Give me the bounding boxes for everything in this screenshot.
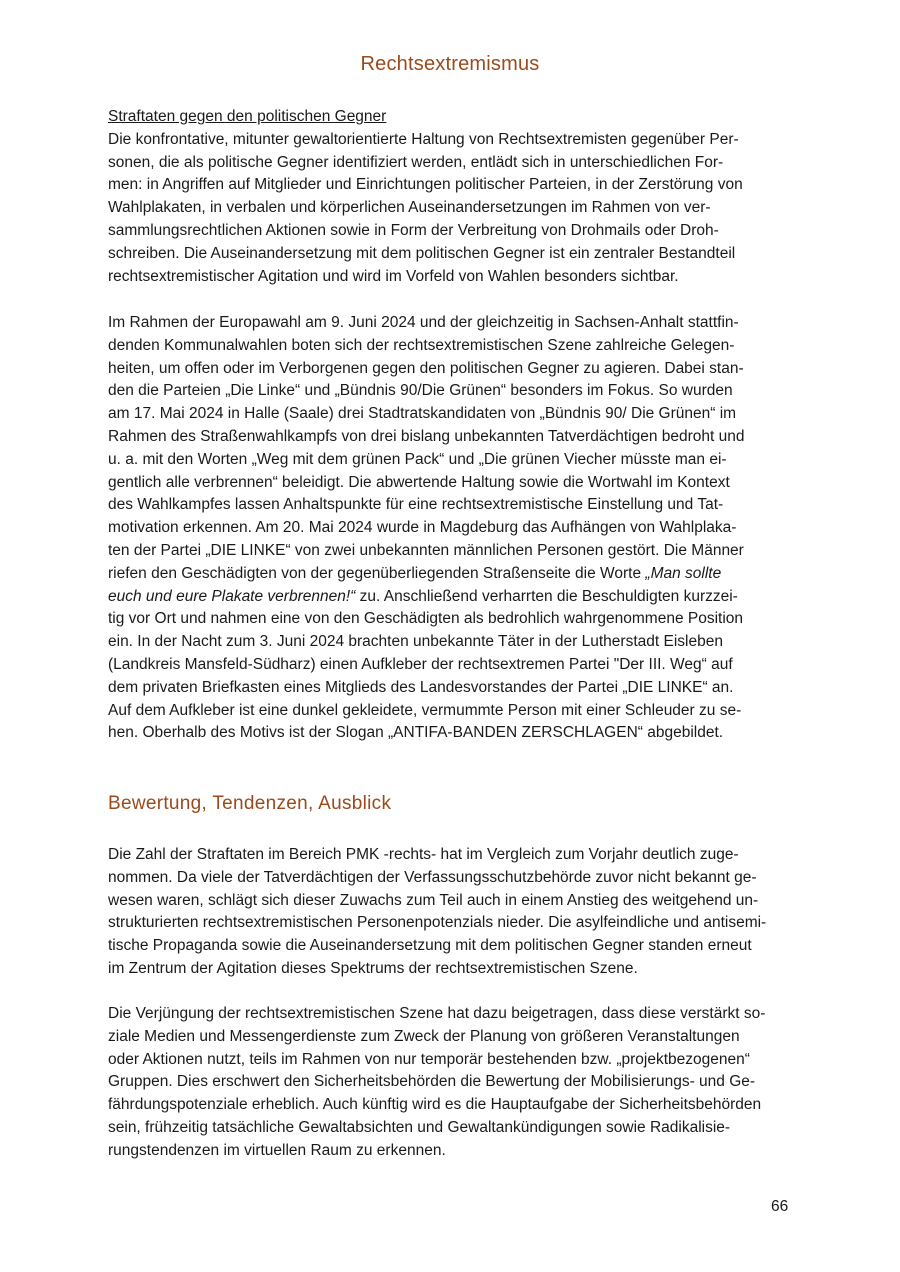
text-line: denden Kommunalwahlen boten sich der rechtsextremistischen Szene zahlreiche Gelegen-	[108, 336, 735, 354]
text-line	[108, 586, 818, 609]
text-line: gentlich alle verbrennen“ beleidigt. Die abwertende Haltung sowie die Wortwahl im Kontext	[108, 473, 730, 491]
text-line: Wahlplakaten, in verbalen und körperlichen Auseinandersetzungen im Rahmen von ver-	[108, 199, 711, 217]
text-line: Die Verjüngung der rechtsextremistischen Szene hat dazu beigetragen, dass diese verstärkt so-	[108, 1005, 766, 1022]
text-line: wesen waren, schlägt sich dieser Zuwachs zum Teil auch in einem Anstieg des weitgehend un-	[108, 891, 759, 909]
text-line: ten der Partei „DIE LINKE“ von zwei unbekannten männlichen Personen gestört. Die Männer	[108, 541, 744, 559]
section2-paragraph2	[108, 1003, 818, 1163]
text-line: rechtsextremistischer Agitation und wird im Vorfeld von Wahlen besonders sichtbar.	[108, 267, 679, 285]
text-line: Die Zahl der Straftaten im Bereich PMK -rechts- hat im Vergleich zum Vorjahr deutlich zuge-	[108, 846, 739, 863]
quote-italic: euch und eure Plakate verbrennen!“	[108, 587, 356, 605]
section1-paragraph1	[108, 106, 818, 288]
text-line: den die Parteien „Die Linke“ und „Bündnis 90/Die Grünen“ besonders im Fokus. So wurden	[108, 382, 733, 400]
text-run: zu. Anschließend verharrten die Beschuldigten kurzzei-	[355, 587, 738, 605]
text-line: Die konfrontative, mitunter gewaltorientierte Haltung von Rechtsextremisten gegenüber Per-	[108, 130, 739, 148]
text-line: am 17. Mai 2024 in Halle (Saale) drei Stadtratskandidaten von „Bündnis 90/ Die Grünen“ im	[108, 405, 737, 423]
section2-paragraph1	[108, 844, 818, 981]
text-line: Rahmen des Straßenwahlkampfs von drei bislang unbekannten Tatverdächtigen bedroht und	[108, 427, 745, 445]
subheading: Straftaten gegen den politischen Gegner	[108, 108, 387, 125]
text-line: motivation erkennen. Am 20. Mai 2024 wurde in Magdeburg das Aufhängen von Wahlplaka-	[108, 519, 737, 537]
text-line: des Wahlkampfes lassen Anhaltspunkte für eine rechtsextremistische Einstellung und Tat-	[108, 496, 724, 514]
text-line: im Zentrum der Agitation dieses Spektrums der rechtsextremistischen Szene.	[108, 959, 638, 977]
text-line: ein. In der Nacht zum 3. Juni 2024 brachten unbekannte Täter in der Lutherstadt Eisleben	[108, 633, 723, 651]
chapter-title: Rechtsextremismus	[360, 53, 540, 75]
text-line: tig vor Ort und nahmen eine von den Geschädigten als bedrohlich wahrgenommene Position	[108, 610, 744, 628]
page-number: 66	[771, 1198, 789, 1215]
text-line: Gruppen. Dies erschwert den Sicherheitsbehörden die Bewertung der Mobilisierungs- und Ge-	[108, 1073, 756, 1091]
text-line: u. a. mit den Worten „Weg mit dem grünen Pack“ und „Die grünen Viecher müsste man ei-	[108, 450, 727, 468]
text-line: hen. Oberhalb des Motivs ist der Slogan „ANTIFA-BANDEN ZERSCHLAGEN“ abgebildet.	[108, 724, 724, 742]
section-heading: Bewertung, Tendenzen, Ausblick	[108, 793, 392, 814]
text-line: rungstendenzen im virtuellen Raum zu erkennen.	[108, 1141, 446, 1159]
quote-italic: „Man sollte	[645, 564, 722, 582]
text-line: strukturierten rechtsextremistischen Personenpotenzials nieder. Die asylfeindliche und antisemi-	[108, 914, 767, 932]
text-line: nommen. Da viele der Tatverdächtigen der Verfassungsschutzbehörde zuvor nicht bekannt ge-	[108, 868, 757, 886]
text-line: oder Aktionen nutzt, teils im Rahmen von nur temporär bestehenden bzw. „projektbezogenen“	[108, 1050, 750, 1068]
text-line	[108, 563, 818, 586]
text-line: sein, frühzeitig tatsächliche Gewaltabsichten und Gewaltankündigungen sowie Radikalisie-	[108, 1118, 731, 1136]
text-line: (Landkreis Mansfeld-Südharz) einen Aufkleber der rechtsextremen Partei "Der III. Weg“ auf	[108, 655, 733, 673]
text-line: sonen, die als politische Gegner identifiziert werden, entlädt sich in unterschiedlichen For-	[108, 153, 724, 171]
text-line: ziale Medien und Messengerdienste zum Zweck der Planung von größeren Veranstaltungen	[108, 1027, 740, 1045]
text-run: riefen den Geschädigten von der gegenüberliegenden Straßenseite die Worte	[108, 564, 646, 582]
section1-paragraph2	[108, 312, 818, 745]
text-line: sammlungsrechtlichen Aktionen sowie in Form der Verbreitung von Drohmails oder Droh-	[108, 221, 719, 239]
text-line: dem privaten Briefkasten eines Mitglieds des Landesvorstandes der Partei „DIE LINKE“ an.	[108, 678, 734, 696]
text-line: Im Rahmen der Europawahl am 9. Juni 2024 und der gleichzeitig in Sachsen-Anhalt stattfin-	[108, 314, 739, 331]
text-line: Auf dem Aufkleber ist eine dunkel gekleidete, vermummte Person mit einer Schleuder zu se-	[108, 701, 742, 719]
text-line: tische Propaganda sowie die Auseinandersetzung mit dem politischen Gegner standen erneut	[108, 937, 752, 955]
text-line: schreiben. Die Auseinandersetzung mit dem politischen Gegner ist ein zentraler Bestandteil	[108, 244, 736, 262]
text-line: men: in Angriffen auf Mitglieder und Einrichtungen politischer Parteien, in der Zerstörung von	[108, 176, 743, 194]
text-line: fährdungspotenziale erheblich. Auch künftig wird es die Hauptaufgabe der Sicherheitsbehörden	[108, 1096, 762, 1114]
text-line: heiten, um offen oder im Verborgenen gegen den politischen Gegner zu agieren. Dabei stan-	[108, 359, 744, 377]
